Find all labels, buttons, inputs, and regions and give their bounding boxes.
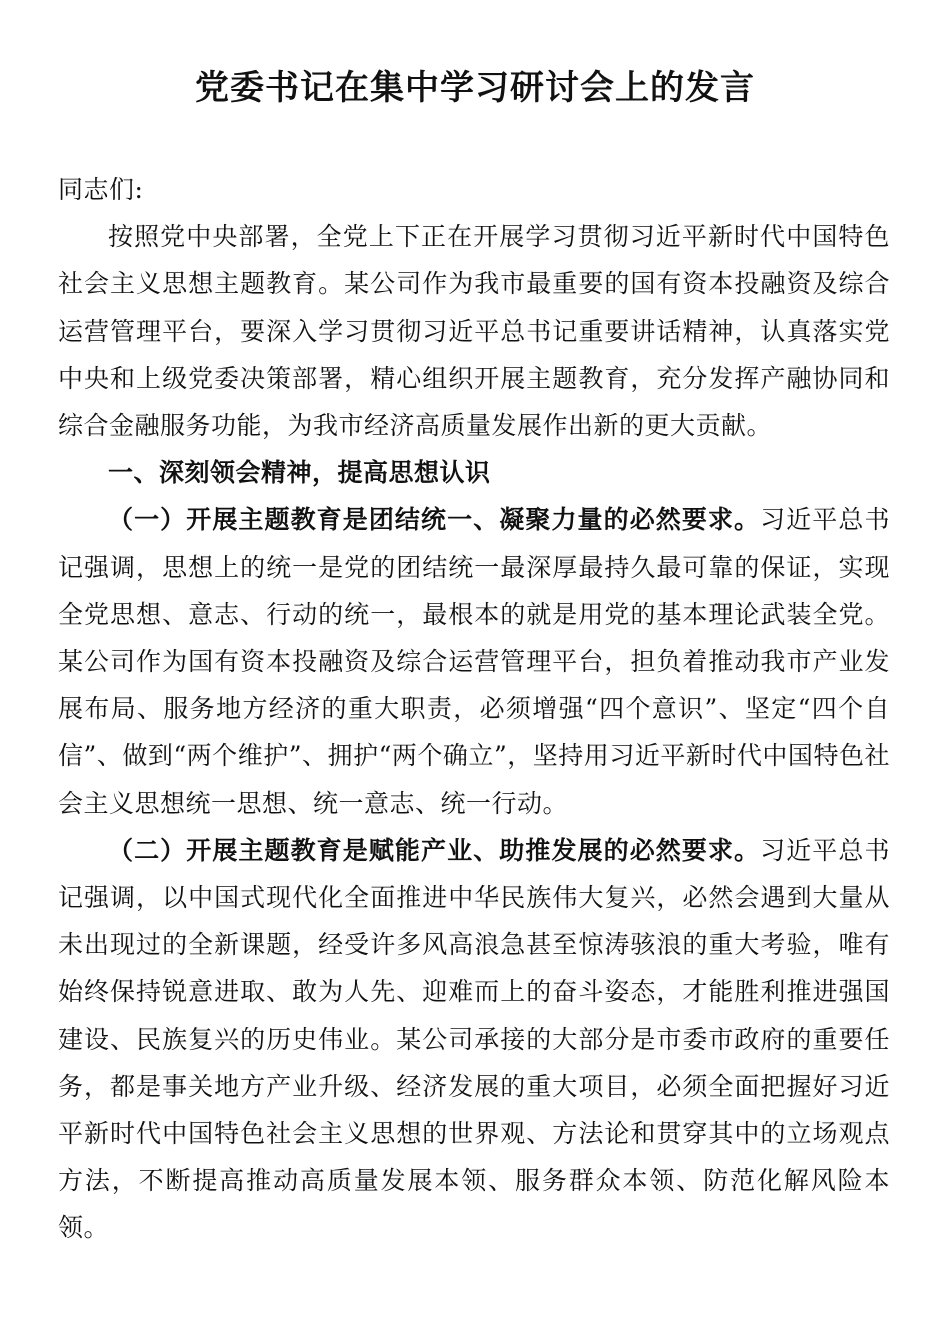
point-1-lead: （一）开展主题教育是团结统一、凝聚力量的必然要求。: [108, 505, 761, 535]
section-heading-1: 一、深刻领会精神，提高思想认识: [108, 458, 491, 488]
point-2-body: 习近平总书记强调，以中国式现代化全面推进中华民族伟大复兴，必然会遇到大量从未出现过的全新课题，经受许多风高浪急甚至惊涛骇浪的重大考验，唯有始终保持锐意进取、敢为人先、迎难而上的奋斗姿态，才能胜利推进强国建设、民族复兴的历史伟业。某公司承接的大部分是市委市政府的重要任务，都是事关地方产业升级、经济发展的重大项目，必须全面把握好习近平新时代中国特色社会主义思想的世界观、方法论和贯穿其中的立场观点方法，不断提高推动高质量发展本领、服务群众本领、防范化解风险本领。: [58, 835, 890, 1243]
document-body: [58, 166, 890, 1252]
salutation: 同志们:: [58, 175, 144, 204]
point-1-body: 习近平总书记强调，思想上的统一是党的团结统一最深厚最持久最可靠的保证，实现全党思想、意志、行动的统一，最根本的就是用党的基本理论武装全党。某公司作为国有资本投融资及综合运营管理平台，担负着推动我市产业发展布局、服务地方经济的重大职责，必须增强“四个意识”、坚定“四个自信”、做到“两个维护”、拥护“两个确立”，坚持用习近平新时代中国特色社会主义思想统一思想、统一意志、统一行动。: [58, 505, 890, 818]
document-title: 党委书记在集中学习研讨会上的发言: [195, 68, 755, 108]
intro-paragraph: 按照党中央部署，全党上下正在开展学习贯彻习近平新时代中国特色社会主义思想主题教育。某公司作为我市最重要的国有资本投融资及综合运营管理平台，要深入学习贯彻习近平总书记重要讲话精神，认真落实党中央和上级党委决策部署，精心组织开展主题教育，充分发挥产融协同和综合金融服务功能，为我市经济高质量发展作出新的更大贡献。: [58, 222, 890, 441]
point-2-lead: （二）开展主题教育是赋能产业、助推发展的必然要求。: [108, 835, 761, 865]
point-2-paragraph: [58, 827, 890, 1252]
point-1-paragraph: [58, 496, 890, 826]
